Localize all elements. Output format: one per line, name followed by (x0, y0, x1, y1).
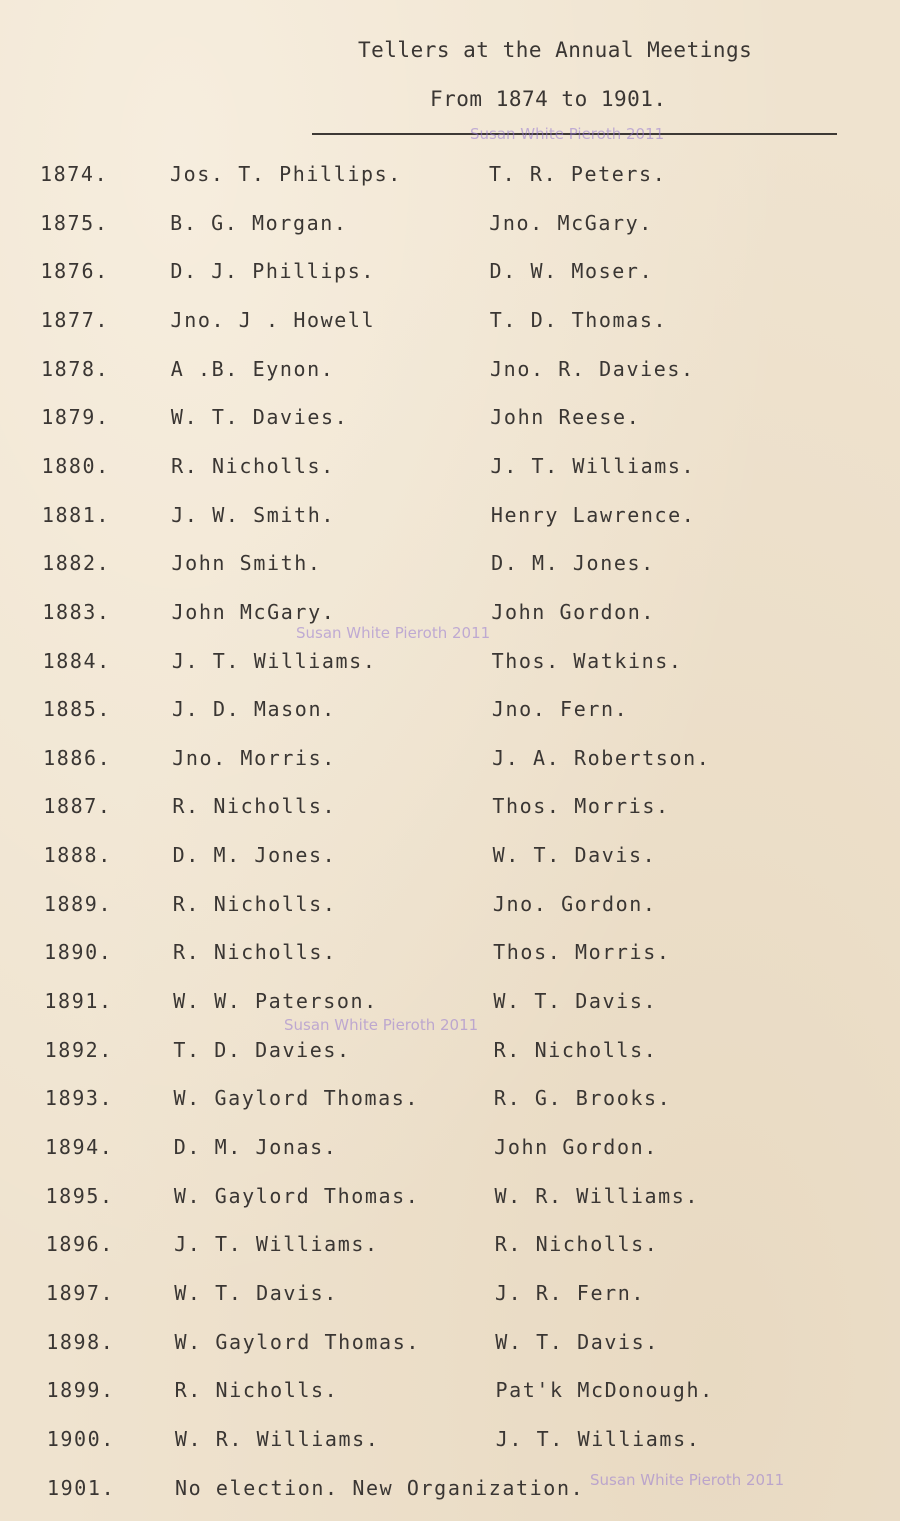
row-year: 1896. (45, 1232, 114, 1257)
row-teller-2: J. T. Williams. (490, 453, 696, 478)
row-teller-1: J. W. Smith. (171, 502, 335, 527)
row-year: 1895. (45, 1183, 114, 1208)
table-row (0, 892, 900, 922)
row-teller-1: D. M. Jonas. (173, 1135, 338, 1159)
row-teller-1: John McGary. (171, 599, 336, 624)
row-year: 1883. (42, 599, 111, 624)
row-teller-2: John Gordon. (491, 599, 656, 624)
table-row (0, 1330, 900, 1360)
row-year: 1877. (40, 307, 109, 332)
row-teller-2: Henry Lawrence. (490, 502, 696, 527)
row-teller-1: W. T. Davis. (174, 1280, 338, 1305)
row-teller-2: Jno. Fern. (491, 697, 629, 722)
table-row (0, 1232, 900, 1262)
row-teller-1: R. Nicholls. (172, 891, 337, 916)
row-year: 1885. (42, 697, 112, 722)
row-teller-1: W. Gaylord Thomas. (173, 1086, 420, 1111)
table-row (0, 1038, 900, 1068)
row-note: No election. New Organization. (175, 1475, 585, 1500)
row-teller-1: R. Nicholls. (172, 794, 337, 819)
table-row (0, 454, 900, 484)
table-row (0, 308, 900, 338)
table-row (0, 211, 900, 241)
row-teller-2: Jno. R. Davies. (490, 356, 695, 381)
row-year: 1897. (45, 1280, 115, 1305)
row-teller-2: R. Nicholls. (493, 1037, 658, 1062)
row-year: 1882. (42, 551, 111, 576)
table-row (0, 1184, 900, 1214)
row-teller-2: R. G. Brooks. (493, 1086, 672, 1111)
table-row (0, 551, 900, 581)
row-teller-1: R. Nicholls. (174, 1378, 339, 1403)
table-row (0, 697, 900, 727)
row-teller-2: D. M. Jones. (491, 551, 655, 576)
table-row (0, 1378, 900, 1408)
row-teller-1: A .B. Eynon. (170, 356, 335, 381)
table-row (0, 940, 900, 970)
table-row (0, 503, 900, 533)
row-teller-2: Jno. McGary. (489, 210, 653, 235)
row-teller-1: Jno. Morris. (172, 745, 336, 770)
row-teller-1: J. T. Williams. (174, 1232, 379, 1257)
row-year: 1874. (40, 162, 109, 186)
row-year: 1878. (41, 356, 110, 381)
row-teller-1: Jno. J . Howell (170, 307, 376, 332)
row-teller-2: Thos. Watkins. (491, 648, 683, 673)
row-teller-1: D. M. Jones. (172, 843, 337, 868)
row-teller-2: T. D. Thomas. (489, 307, 668, 332)
row-teller-2: W. T. Davis. (495, 1329, 659, 1354)
row-year: 1894. (45, 1135, 114, 1159)
watermark-middle: Susan White Pieroth 2011 (296, 624, 491, 642)
watermark-top: Susan White Pieroth 2011 (470, 125, 665, 143)
row-teller-1: W. T. Davies. (170, 405, 349, 430)
table-row (0, 1427, 900, 1457)
row-teller-1: D. J. Phillips. (170, 259, 375, 284)
table-row (0, 357, 900, 387)
watermark-lower: Susan White Pieroth 2011 (284, 1016, 479, 1034)
row-teller-1: W. Gaylord Thomas. (173, 1183, 420, 1208)
row-teller-2: W. T. Davis. (492, 843, 657, 868)
row-year: 1881. (41, 502, 111, 527)
row-year: 1888. (43, 843, 112, 868)
table-row (0, 649, 900, 679)
document-subtitle: From 1874 to 1901. (430, 87, 667, 111)
row-year: 1901. (47, 1475, 116, 1500)
row-teller-2: J. R. Fern. (494, 1280, 646, 1305)
row-teller-2: D. W. Moser. (489, 259, 654, 284)
row-year: 1899. (46, 1378, 115, 1403)
row-teller-1: R. Nicholls. (171, 453, 335, 478)
row-teller-2: T. R. Peters. (489, 162, 667, 186)
row-teller-2: J. T. Williams. (495, 1426, 701, 1451)
row-teller-1: T. D. Davies. (173, 1037, 351, 1062)
row-year: 1890. (44, 940, 113, 965)
table-row (0, 746, 900, 776)
row-teller-2: W. R. Williams. (494, 1183, 700, 1208)
table-row (0, 405, 900, 435)
row-teller-2: W. T. Davis. (493, 989, 658, 1014)
row-year: 1875. (40, 210, 109, 235)
row-teller-1: Jos. T. Phillips. (170, 162, 402, 186)
row-teller-2: Pat'k McDonough. (495, 1378, 714, 1403)
row-year: 1891. (44, 989, 113, 1014)
row-teller-2: John Gordon. (494, 1135, 658, 1159)
row-year: 1879. (41, 405, 110, 430)
table-row (0, 1135, 900, 1165)
table-row (0, 162, 900, 192)
row-teller-1: W. R. Williams. (174, 1426, 380, 1451)
table-row (0, 1281, 900, 1311)
row-teller-2: J. A. Robertson. (492, 745, 711, 770)
table-row (0, 989, 900, 1019)
watermark-bottom: Susan White Pieroth 2011 (590, 1471, 785, 1489)
table-row (0, 794, 900, 824)
row-teller-1: R. Nicholls. (172, 940, 337, 965)
row-year: 1893. (44, 1086, 114, 1111)
row-teller-1: W. Gaylord Thomas. (174, 1329, 420, 1354)
row-year: 1884. (42, 648, 111, 673)
row-teller-1: J. T. Williams. (171, 648, 377, 673)
row-year: 1880. (41, 453, 110, 478)
row-teller-2: Thos. Morris. (493, 940, 671, 965)
row-teller-2: R. Nicholls. (494, 1232, 659, 1257)
row-year: 1886. (43, 745, 112, 770)
row-year: 1889. (43, 891, 113, 916)
row-year: 1900. (46, 1426, 115, 1451)
row-teller-1: John Smith. (171, 551, 322, 576)
row-year: 1887. (43, 794, 112, 819)
table-row (0, 1086, 900, 1116)
row-year: 1898. (46, 1329, 115, 1354)
row-teller-1: W. W. Paterson. (173, 989, 378, 1014)
row-year: 1876. (40, 259, 109, 284)
row-year: 1892. (44, 1037, 113, 1062)
document-title: Tellers at the Annual Meetings (358, 38, 753, 62)
row-teller-1: B. G. Morgan. (170, 210, 348, 235)
table-row (0, 843, 900, 873)
row-teller-2: Jno. Gordon. (492, 891, 657, 916)
row-teller-1: J. D. Mason. (172, 697, 336, 722)
row-teller-2: John Reese. (490, 405, 641, 430)
table-row (0, 259, 900, 289)
row-teller-2: Thos. Morris. (492, 794, 670, 819)
